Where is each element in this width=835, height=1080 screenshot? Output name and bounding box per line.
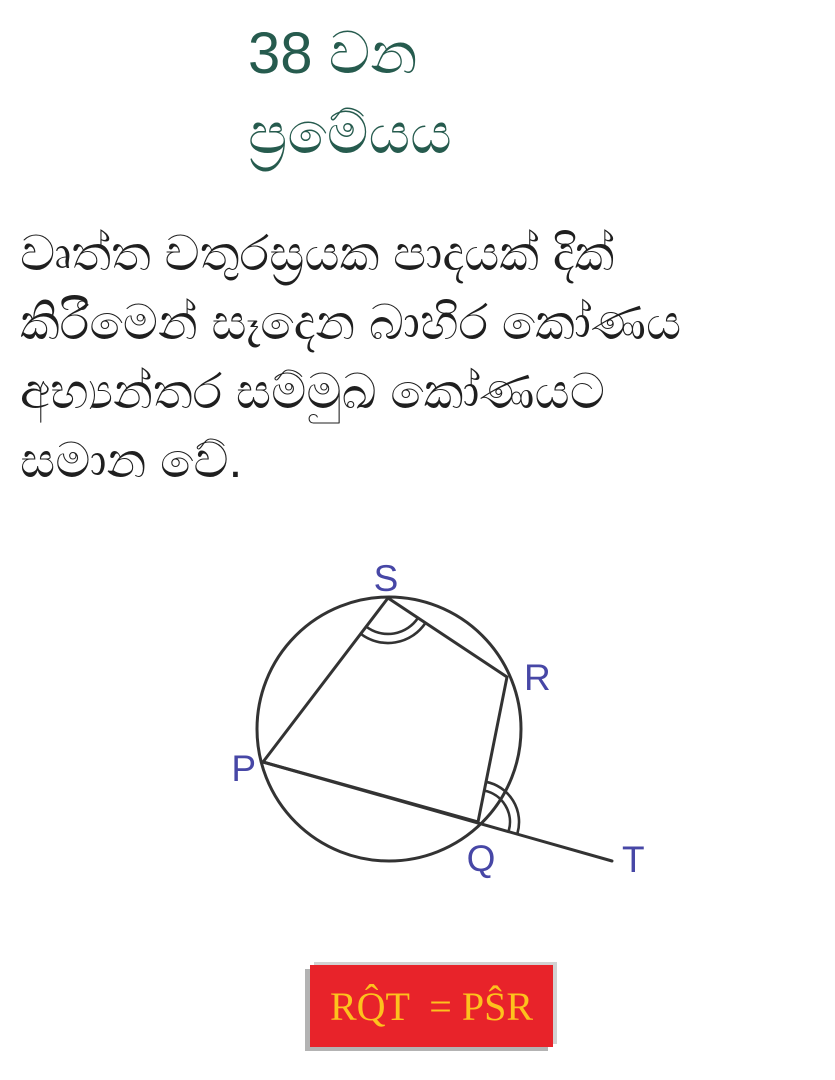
statement-line-1: වෘත්ත චතුරස්‍රයක පාදයක් දික් <box>20 227 615 281</box>
statement-line-3: අභ්‍යන්තර සම්මුඛ කෝණයට <box>20 365 605 419</box>
vertex-label-r: R <box>524 657 551 698</box>
title-line-1: 38 වන <box>248 21 418 86</box>
angle-mark-psr-inner <box>366 618 418 634</box>
extended-line-p-q-t <box>263 762 612 861</box>
circle <box>257 597 521 861</box>
title-line-2: ප්‍රමේයය <box>248 101 452 166</box>
statement-line-4: සමාන වේ. <box>20 434 243 488</box>
conclusion-equation: RQ̂T = PŜR <box>329 983 533 1029</box>
vertex-label-s: S <box>373 558 399 599</box>
conclusion-badge <box>310 965 553 1047</box>
vertex-label-t: T <box>622 839 645 880</box>
vertex-label-q: Q <box>466 838 496 879</box>
statement-line-2: කිරීමෙන් සෑදෙන බාහිර කෝණය <box>20 296 682 350</box>
vertex-label-p: P <box>231 748 256 789</box>
